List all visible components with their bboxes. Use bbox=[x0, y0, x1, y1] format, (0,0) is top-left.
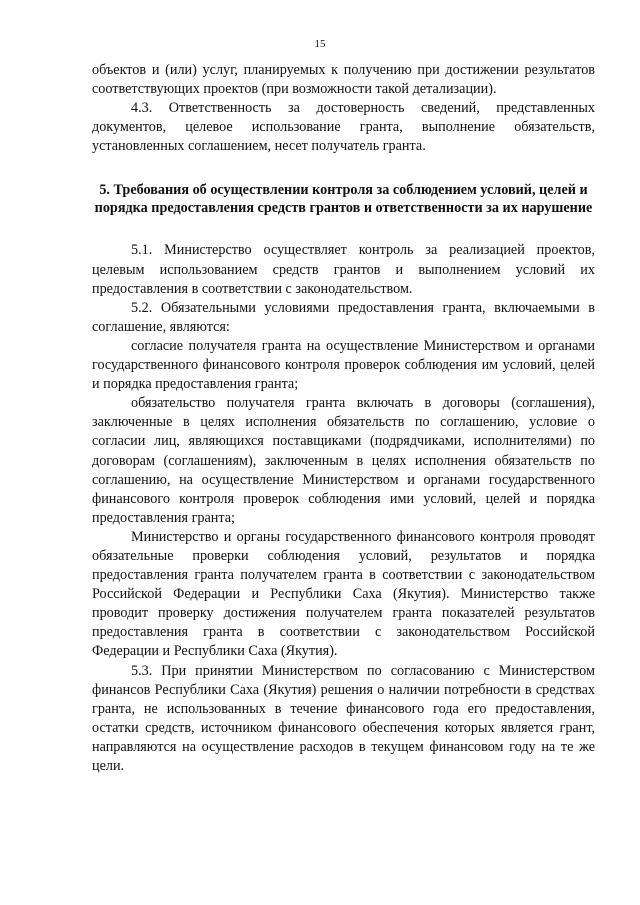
paragraph-4-3: 4.3. Ответственность за достоверность сведений, представленных документов, целевое использование гранта, выполнение обязательств, установленных соглашением, несет получатель гранта. bbox=[92, 100, 595, 155]
paragraph-5-3: 5.3. При принятии Министерством по согласованию с Министерством финансов Республики Саха (Якутия) решения о наличии потребности в средствах гранта, не использованных в течение финансового года его предоставления, остатки средств, источником финансового обеспечения которых является грант, направляются на осуществление расходов в текущем финансовом году на те же цели. bbox=[92, 662, 595, 774]
paragraph-continuation: объектов и (или) услуг, планируемых к получению при достижении результатов соответствующих проектов (при возможности такой детализации). bbox=[92, 62, 595, 98]
section-heading: 5. Требования об осуществлении контроля за соблюдением условий, целей и порядка предоставления средств грантов и ответственности за их нарушение bbox=[94, 182, 593, 217]
paragraph-inspections: Министерство и органы государственного финансового контроля проводят обязательные проверки соблюдения условий, результатов и порядка предоставления гранта получателем гранта в соответствии с законодательством Российской Федерации и Республики Саха (Якутия). Министерство также проводит проверку достижения получателем гранта показателей результатов предоставления гранта в соответствии с законодательством Российской Федерации и Республики Саха (Якутия). bbox=[92, 528, 595, 660]
paragraph-condition-obligation: обязательство получателя гранта включать в договоры (соглашения), заключенные в целях исполнения обязательств по соглашению, условие о согласии лиц, являющихся поставщиками (подрядчиками, исполнителями) по договорам (соглашениям), заключенным в целях исполнения обязательств по соглашению, на осуществление Министерством и органами государственного финансового контроля проверок соблюдения ими условий, целей и порядка предоставления гранта; bbox=[92, 395, 595, 526]
page-number: 15 bbox=[314, 38, 326, 50]
paragraph-5-2: 5.2. Обязательными условиями предоставления гранта, включаемыми в соглашение, являются: bbox=[92, 299, 595, 335]
paragraph-condition-consent: согласие получателя гранта на осуществление Министерством и органами государственного финансового контроля проверок соблюдения им условий, целей и порядка предоставления гранта; bbox=[92, 337, 595, 393]
document-body bbox=[92, 61, 595, 776]
paragraph-5-1: 5.1. Министерство осуществляет контроль за реализацией проектов, целевым использованием средств грантов и выполнением условий их предоставления в соответствии с законодательством. bbox=[92, 242, 595, 297]
